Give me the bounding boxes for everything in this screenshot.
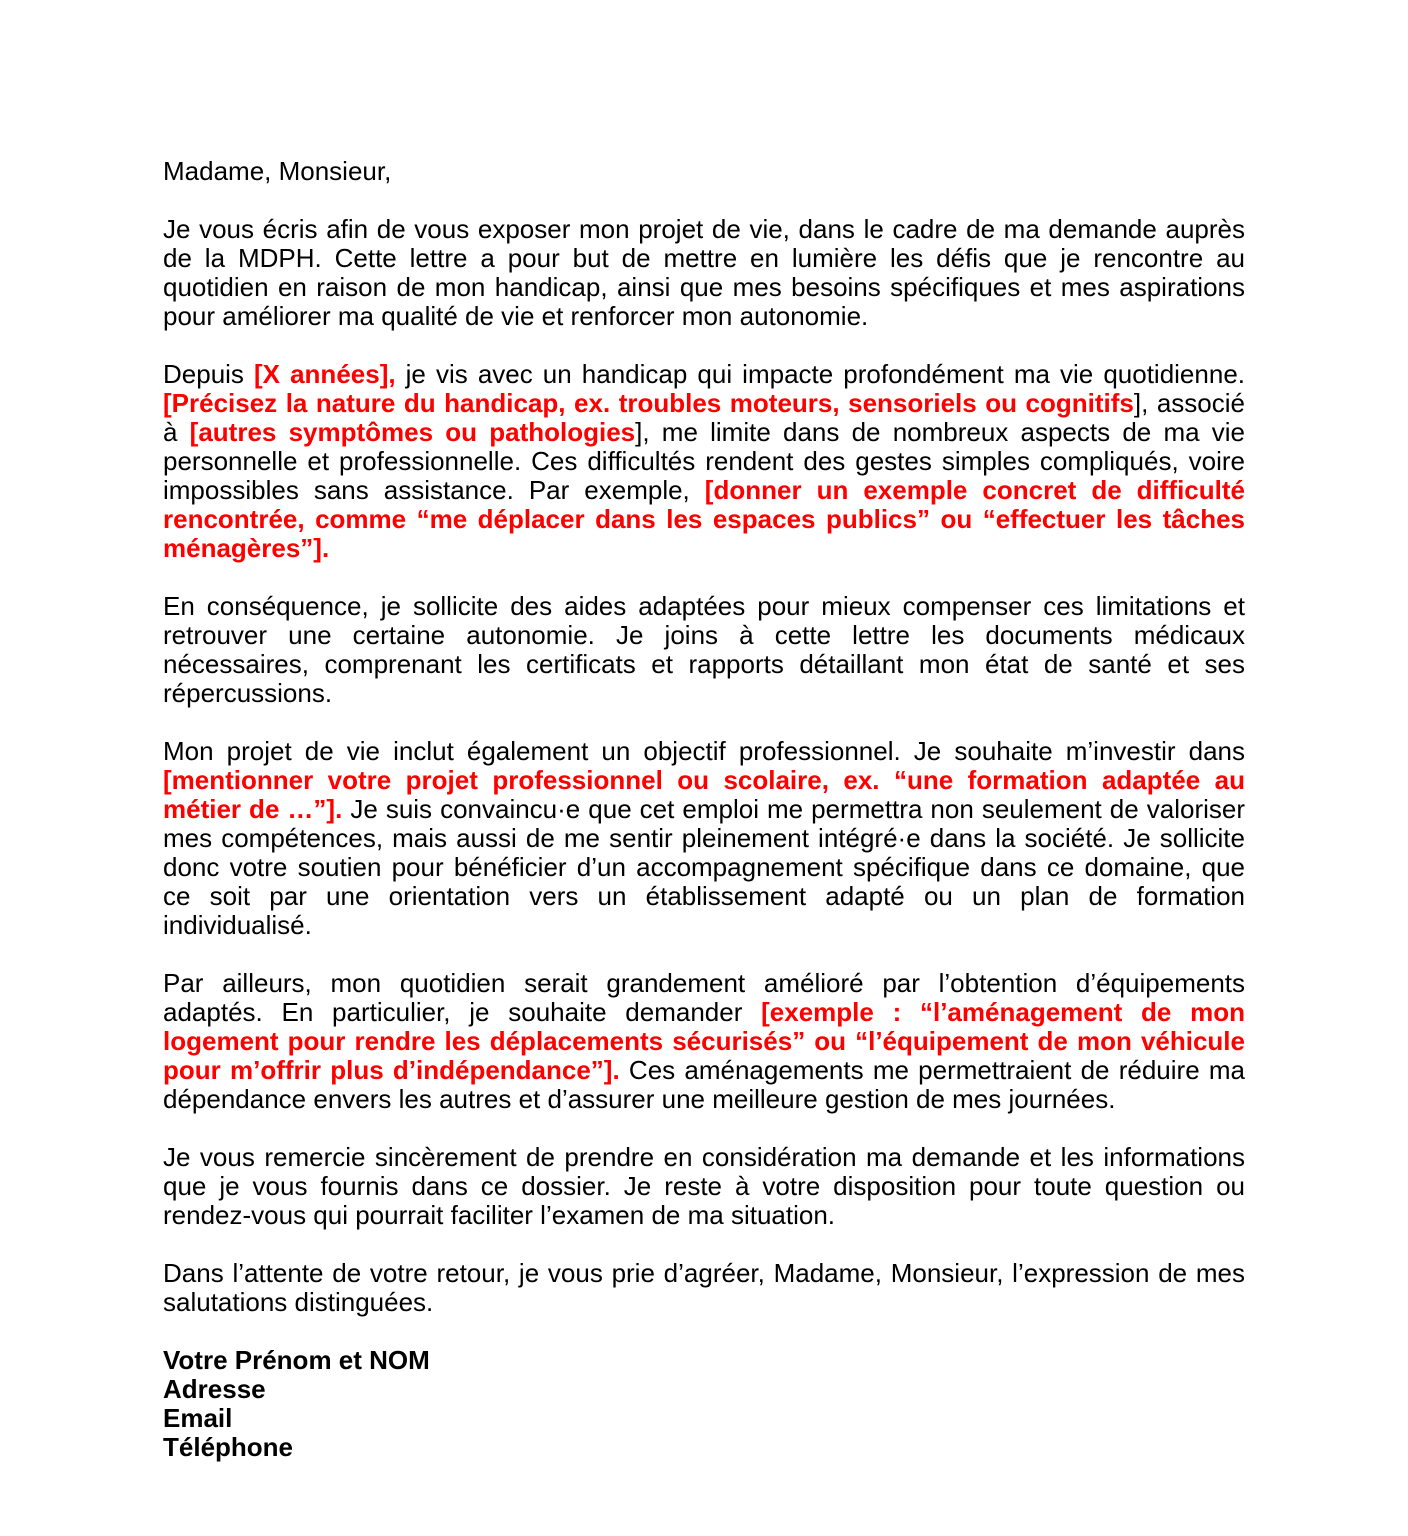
placeholder-text: [exemple : “l’aménagement de mon logement pour rendre les déplacements sécurisés” ou “l’équipement de mon véhicule pour m’offrir plus d’indépendance”]. — [163, 997, 1245, 1085]
salutation: Madame, Monsieur, — [163, 156, 392, 186]
signature-block — [163, 1346, 1245, 1462]
letter-body — [163, 215, 1245, 1317]
placeholder-text: [donner un exemple concret de difficulté rencontrée, comme “me déplacer dans les espaces publics” ou “effectuer les tâches ménagères”]. — [163, 475, 1245, 563]
paragraph-projet-professionnel — [163, 737, 1245, 940]
signature-line: Votre Prénom et NOM — [163, 1345, 430, 1375]
placeholder-text: [Précisez la nature du handicap, ex. troubles moteurs, sensoriels ou cognitifs — [163, 388, 1134, 418]
body-text: En conséquence, je sollicite des aides adaptées pour mieux compenser ces limitations et retrouver une certaine autonomie. Je joins à cette lettre les documents médicaux nécessaires, comprenant les certificats et rapports détaillant mon état de santé et ses répercussions. — [163, 591, 1245, 708]
signature-line: Email — [163, 1403, 233, 1433]
paragraph-intro — [163, 215, 1245, 331]
body-text: ], associé à — [163, 388, 1245, 447]
body-text: Je vous écris afin de vous exposer mon projet de vie, dans le cadre de ma demande auprès de la MDPH. Cette lettre a pour but de mettre en lumière les défis que je rencontre au quotidien en raison de mon handicap, ainsi que mes besoins spécifiques et mes aspirations pour améliorer ma qualité de vie et renforcer mon autonomie. — [163, 214, 1245, 331]
paragraph-formule-politesse — [163, 1259, 1245, 1317]
body-text: Je suis convaincu·e que cet emploi me permettra non seulement de valoriser mes compétences, mais aussi de me sentir pleinement intégré·e dans la société. Je sollicite donc votre soutien pour bénéficier d’un accompagnement spécifique dans ce domaine, que ce soit par une orientation vers un établissement adapté ou un plan de formation individualisé. — [163, 794, 1245, 940]
body-text: Mon projet de vie inclut également un objectif professionnel. Je souhaite m’investir dans — [163, 736, 1245, 766]
placeholder-text: [autres symptômes ou pathologies — [189, 417, 636, 447]
paragraph-remerciements — [163, 1143, 1245, 1230]
signature-line: Téléphone — [163, 1432, 294, 1462]
body-text: Ces aménagements me permettraient de réduire ma dépendance envers les autres et d’assurer une meilleure gestion de mes journées. — [163, 1055, 1246, 1114]
placeholder-text: [mentionner votre projet professionnel ou scolaire, ex. “une formation adaptée au métier de …”]. — [163, 765, 1245, 824]
signature-line: Adresse — [163, 1374, 266, 1404]
placeholder-text: [X années], — [254, 359, 396, 389]
body-text: Dans l’attente de votre retour, je vous prie d’agréer, Madame, Monsieur, l’expression de mes salutations distinguées. — [163, 1258, 1245, 1317]
paragraph-equipements — [163, 969, 1245, 1114]
body-text: ], me limite dans de nombreux aspects de ma vie personnelle et professionnelle. Ces difficultés rendent des gestes simples compliqués, voire impossibles sans assistance. Par exemple, — [163, 417, 1245, 505]
body-text: Depuis — [163, 359, 255, 389]
paragraph-aides — [163, 592, 1245, 708]
body-text: Par ailleurs, mon quotidien serait grandement amélioré par l’obtention d’équipements adaptés. En particulier, je souhaite demander — [163, 968, 1245, 1027]
body-text: Je vous remercie sincèrement de prendre en considération ma demande et les informations que je vous fournis dans ce dossier. Je reste à votre disposition pour toute question ou rendez-vous qui pourrait faciliter l’examen de ma situation. — [163, 1142, 1245, 1230]
body-text: je vis avec un handicap qui impacte profondément ma vie quotidienne. — [395, 359, 1245, 389]
paragraph-handicap — [163, 360, 1245, 563]
